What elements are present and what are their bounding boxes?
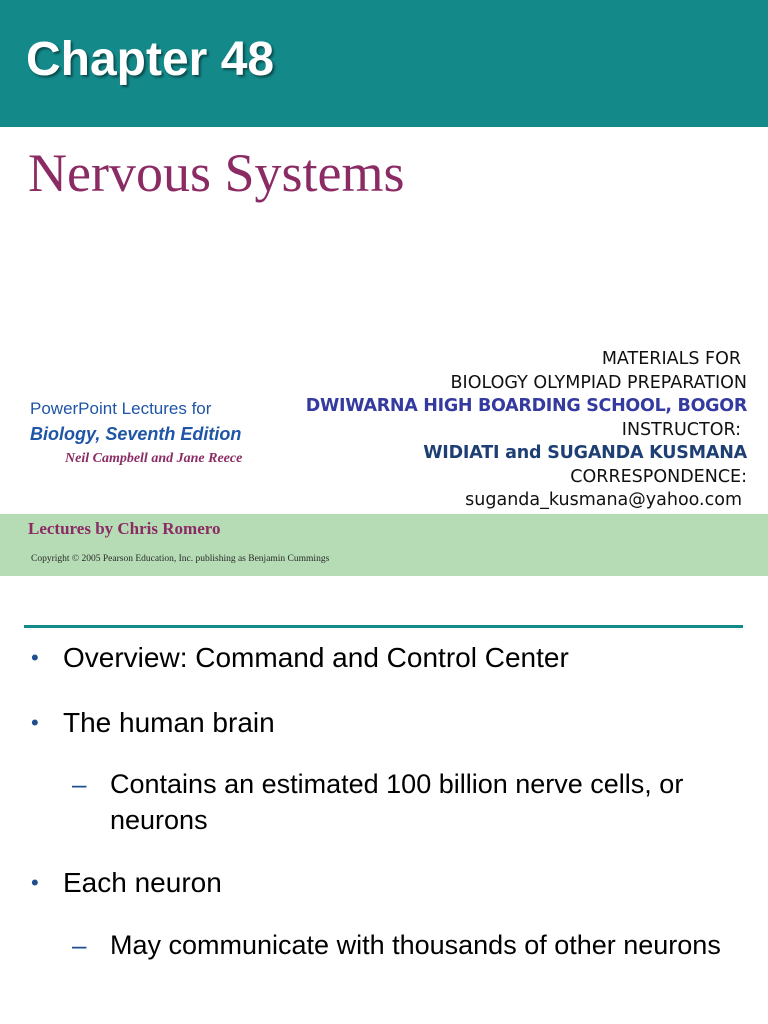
overview-slide xyxy=(0,576,768,1024)
bullet-dot-icon: • xyxy=(31,870,39,895)
lecturer-credit: Lectures by Chris Romero xyxy=(28,519,221,538)
textbook-title: Biology, Seventh Edition xyxy=(30,424,242,444)
bullet-dot-icon: • xyxy=(31,645,39,670)
bullet-text: The human brain xyxy=(63,707,275,738)
instructor-names: WIDIATI and SUGANDA KUSMANA xyxy=(423,443,747,463)
copyright-notice: Copyright © 2005 Pearson Education, Inc. publishing as Benjamin Cummings xyxy=(31,554,330,564)
bullet-dot-icon: • xyxy=(31,710,39,735)
school-name: DWIWARNA HIGH BOARDING SCHOOL, BOGOR xyxy=(305,396,747,416)
sub-bullet-text: May communicate with thousands of other neurons xyxy=(110,930,721,960)
bullet-text: Each neuron xyxy=(63,867,222,898)
textbook-authors: Neil Campbell and Jane Reece xyxy=(65,451,243,466)
header-band xyxy=(0,0,768,127)
dash-icon: – xyxy=(72,769,87,799)
materials-for-label: MATERIALS FOR xyxy=(601,349,741,369)
instructor-label: INSTRUCTOR: xyxy=(621,419,741,440)
textbook-series: PowerPoint Lectures for xyxy=(30,399,212,418)
title-divider xyxy=(24,625,743,628)
sub-bullet-text: Contains an estimated 100 billion nerve cells, or neurons xyxy=(110,769,684,835)
correspondence-email: suganda_kusmana@yahoo.com xyxy=(465,490,742,510)
olympiad-preparation-label: BIOLOGY OLYMPIAD PREPARATION xyxy=(450,372,747,393)
bullet-text: Overview: Command and Control Center xyxy=(63,642,569,673)
correspondence-label: CORRESPONDENCE: xyxy=(570,466,747,487)
slide-main-title: Nervous Systems xyxy=(28,143,405,203)
dash-icon: – xyxy=(72,930,87,960)
chapter-title: Chapter 48 xyxy=(26,33,275,86)
materials-block xyxy=(277,348,747,513)
